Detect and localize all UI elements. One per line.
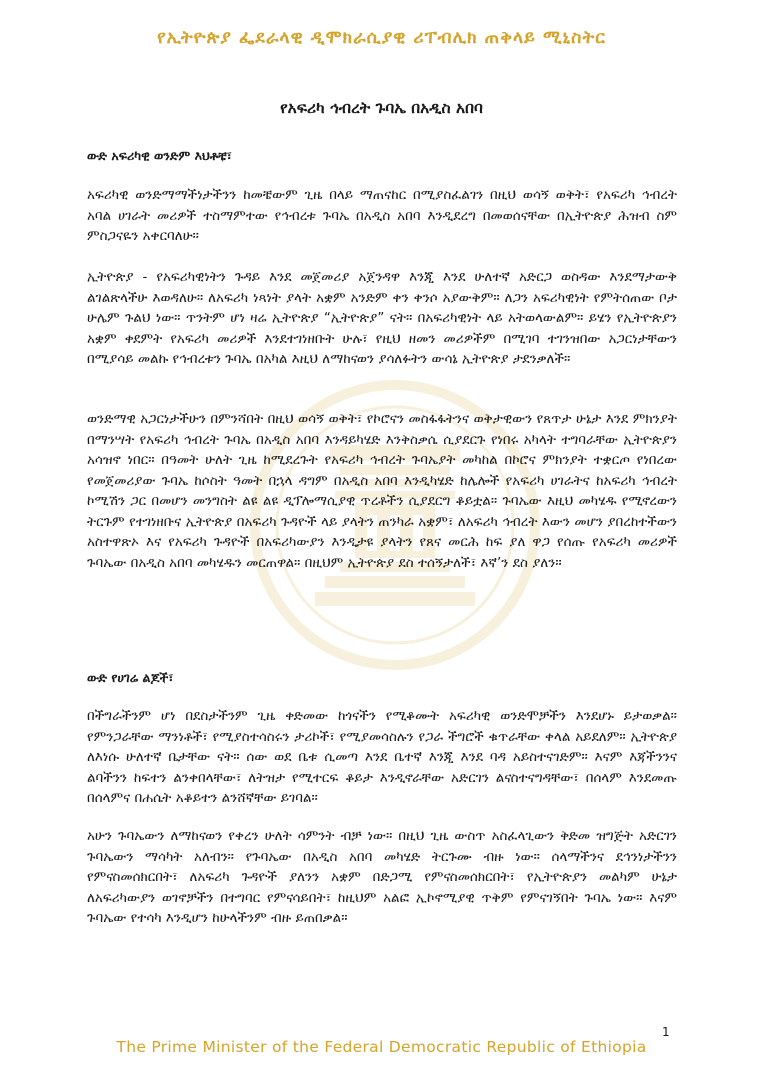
salutation-african-brothers: ውድ አፍሪካዊ ወንድም እህቶቼ፣ (87, 148, 232, 163)
paragraph: አሁን ጉባኤውን ለማከናወን የቀረን ሁለት ሳምንት ብቻ ነው። በዚህ ጊዜ ውስጥ አስፈላጊውን ቅድመ ዝግጅት አድርገን ጉባኤውን ማሳካት አለብን። የጉባኤው በአዲስ አበባ መካሄድ ትርጉሙ ብዙ ነው። ሰላማችንና ደኅንነታችንን የምናስመሰክርበት፣ ለአፍሪካ ጉዳዮች ያለንን አቋም በድጋሚ የምናስመሰክርበት፣ የኢትዮጵያን መልካም ሁኔታ ለአፍሪካውያን ወገኖቻችን በተግባር የምናሳይበት፣ ከዚህም አልፎ ኢኮኖሚያዊ ጥቅም የምናገኝበት ጉባኤ ነው። እናም ጉባኤው የተሳካ እንዲሆን ከሁላችንም ብዙ ይጠበቃል። (87, 828, 677, 926)
page-number: 1 (662, 1025, 670, 1039)
paragraph: ኢትዮጵያ - የአፍሪካዊነትን ጉዳይ እንደ መጀመሪያ አጀንዳዋ እንጂ እንደ ሁለተኛ አድርጋ ወስዳው እንደማታውቅ ልገልጽላችሁ እወዳለሁ። ለአፍሪካ ነጻነት ያላት አቋም አንድም ቀን ቀንሶ አያውቅም። ለጋን አፍሪካዊነት የምትሰጠው ቦታ ሁሌም ጉልህ ነው። ጥንትም ሆነ ዛሬ ኢትዮጵያ “ኢትዮጵያ” ናት። በአፍሪካዊነት ላይ አትወላውልም። ይሄን የኢትዮጵያን አቋም ቀደምት የአፍሪካ መሪዎች እንደተገነዘቡት ሁሉ፣ የዚህ ዘመን መሪዎችም በሚገባ ተገንዝበው አጋርነታቸውን በሚያሳይ መልኩ የኅብረቱን ጉባኤ በአካል እዚህ ለማከናወን ያሳለፉትን ውሳኔ ኢትዮጵያ ታደንቃለች። (87, 269, 677, 367)
salutation-fellow-citizens: ውድ የሀገሬ ልጆች፣ (87, 670, 174, 685)
paragraph: አፍሪካዊ ወንድማማችነታችንን ከመቼውም ጊዜ በላይ ማጠናከር በሚያስፈልገን በዚህ ወሳኝ ወቅት፣ የአፍሪካ ኅብረት አባል ሀገራት መሪዎች ተስማምተው የኅብረቱ ጉባኤ በአዲስ አበባ እንዲደረግ በመወሰናቸው በኢትዮጵያ ሕዝብ ስም ምስጋናዬን አቀርባለሁ። (87, 187, 677, 244)
paragraph: በችግራችንም ሆነ በደስታችንም ጊዜ ቀድመው ከጎናችን የሚቆሙት አፍሪካዊ ወንድሞቻችን እንደሆኑ ይታወቃል። የምንጋራቸው ማንነቶች፣ የሚያስተሳስሩን ታሪኮች፣ የሚያመሳስሉን የጋራ ችግሮች ቁጥራቸው ቀላል አይደለም። ኢትዮጵያ ለእነሱ ሁለተኛ ቤታቸው ናት። ሰው ወደ ቤቱ ሲመጣ እንደ ቤተኛ እንጂ እንደ ባዳ አይስተናገድም። እናም እጃችንንና ልባችንን ከፍተን ልንቀበላቸው፣ ለትዝታ የሚተርፍ ቆይታ እንዲኖራቸው አድርገን ልናስተናግዳቸው፣ በሰላም እንደመጡ በሰላምና በሐሴት አቆይተን ልንሸኛቸው ይገባል። (87, 708, 677, 806)
paragraph: ወንድማዊ አጋርነታችሁን በምንሻበት በዚህ ወሳኝ ወቅት፣ የኮሮናን መስፋፋትንና ወቅታዊውን የጸጥታ ሁኔታ እንደ ምክንያት በማንሣት የአፍሪካ ኅብረት ጉባኤ በአዲስ አበባ እንዳይካሄድ እንቅስቃሴ ሲያደርጉ የነበሩ አካላት ተግባራቸው ኢትዮጵያን አሳዝኖ ነበር። በዓመት ሁለት ጊዜ ከሚደረጉት የአፍሪካ ኅብረት ጉባኤያት መካከል በኮሮና ምክንያት ተቋርጦ የነበረው የመጀመሪያው ጉባኤ ከሶስት ዓመት በኋላ ዳግም በአዲስ አበባ እንዲካሄድ ከሌሎች የአፍሪካ ሀገራትና ከአፍሪካ ኅብረት ኮሚሽን ጋር በመሆን መንግስት ልዩ ልዩ ዲፕሎማሲያዊ ጥረቶችን ሲያደርግ ቆይቷል። ጉባኤው እዚህ መካሄዱ የሚኖረውን ትርጉም የተገነዘቡና ኢትዮጵያ በአፍሪካ ጉዳዮች ላይ ያላትን ጠንካራ አቋም፣ ለአፍሪካ ኅብረት እውን መሆን ያበረከተችውን አስተዋጽኦ እና የአፍሪካ ጉዳዮች በአፍሪካውያን እንዲታዩ ያላትን የጸና መርሕ ከፍ ያለ ዋጋ የሰጡ የአፍሪካ መሪዎች ጉባኤው በአዲስ አበባ መካሄዱን መርጠዋል። በዚህም ኢትዮጵያ ደስ ተሰኝታለች፣ እኛ’ን ደስ ያለን። (87, 411, 677, 571)
footer-office-english: The Prime Minister of the Federal Democratic Republic of Ethiopia (116, 1038, 647, 1056)
letterhead-office-title: የኢትዮጵያ ፌደራላዊ ዲሞክራሲያዊ ሪፐብሊክ ጠቅላይ ሚኒስትር (157, 28, 606, 48)
document-title: የአፍሪካ ኅብረት ጉባኤ በአዲስ አበባ (280, 99, 483, 117)
